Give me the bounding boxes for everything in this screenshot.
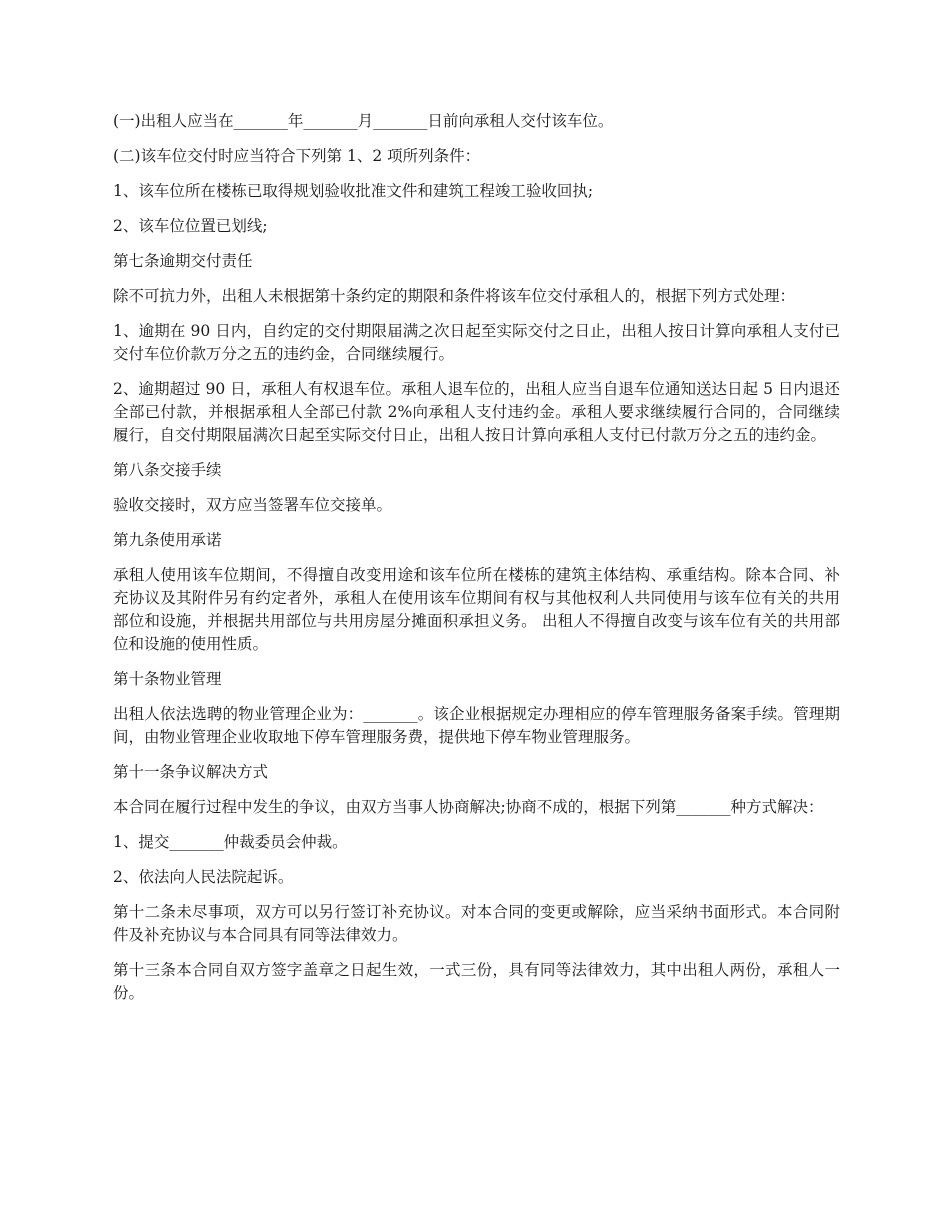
article-11-heading: 第十一条争议解决方式 xyxy=(113,763,269,781)
article-9-body: 承租人使用该车位期间，不得擅自改变用途和该车位所在楼栋的建筑主体结构、承重结构。除本合同、补充协议及其附件另有约定者外，承租人在使用该车位期间有权与其他权利人共同使用与该车位有关的共用部位和设施，并根据共用部位与共用房屋分摊面积承担义务。 出租人不得擅自改变与该车位有关的共用部位和设施的使用性质。 xyxy=(113,566,840,653)
article-13: 第十三条本合同自双方签字盖章之日起生效，一式三份，具有同等法律效力，其中出租人两份，承租人一份。 xyxy=(113,961,840,1002)
article-7-intro: 除不可抗力外，出租人未根据第十条约定的期限和条件将该车位交付承租人的，根据下列方式处理： xyxy=(113,287,796,305)
condition-item-2: 2、该车位位置已划线; xyxy=(113,217,268,235)
delivery-conditions-clause: (二)该车位交付时应当符合下列第 1、2 项所列条件： xyxy=(113,147,481,165)
article-9-heading: 第九条使用承诺 xyxy=(113,531,222,549)
article-12: 第十二条未尽事项，双方可以另行签订补充协议。对本合同的变更或解除，应当采纳书面形式。本合同附件及补充协议与本合同具有同等法律效力。 xyxy=(113,903,840,944)
article-7-heading: 第七条逾期交付责任 xyxy=(113,252,253,270)
article-8-body: 验收交接时，双方应当签署车位交接单。 xyxy=(113,496,393,514)
article-11-body: 本合同在履行过程中发生的争议，由双方当事人协商解决;协商不成的，根据下列第_______种方式解决： xyxy=(113,798,824,816)
article-8-heading: 第八条交接手续 xyxy=(113,461,222,479)
document-body xyxy=(113,110,840,1017)
delivery-date-clause: (一)出租人应当在_______年_______月_______日前向承租人交付该车位。 xyxy=(113,112,614,130)
article-11-item-2: 2、依法向人民法院起诉。 xyxy=(113,868,294,886)
article-10-body: 出租人依法选聘的物业管理企业为：_______。该企业根据规定办理相应的停车管理服务备案手续。管理期间，由物业管理企业收取地下停车管理服务费，提供地下停车物业管理服务。 xyxy=(113,705,840,746)
condition-item-1: 1、该车位所在楼栋已取得规划验收批准文件和建筑工程竣工验收回执; xyxy=(113,182,594,200)
article-11-item-1: 1、提交_______仲裁委员会仲裁。 xyxy=(113,833,348,851)
article-7-item-2: 2、逾期超过 90 日，承租人有权退车位。承租人退车位的，出租人应当自退车位通知送达日起 5 日内退还全部已付款，并根据承租人全部已付款 2%向承租人支付违约金。承租人要求继续履行合同的，合同继续履行，自交付期限届满次日起至实际交付日止，出租人按日计算向承租人支付已付款万分之五的违约金。 xyxy=(113,380,840,444)
article-10-heading: 第十条物业管理 xyxy=(113,670,222,688)
article-7-item-1: 1、逾期在 90 日内，自约定的交付期限届满之次日起至实际交付之日止，出租人按日计算向承租人支付已交付车位价款万分之五的违约金，合同继续履行。 xyxy=(113,322,840,363)
